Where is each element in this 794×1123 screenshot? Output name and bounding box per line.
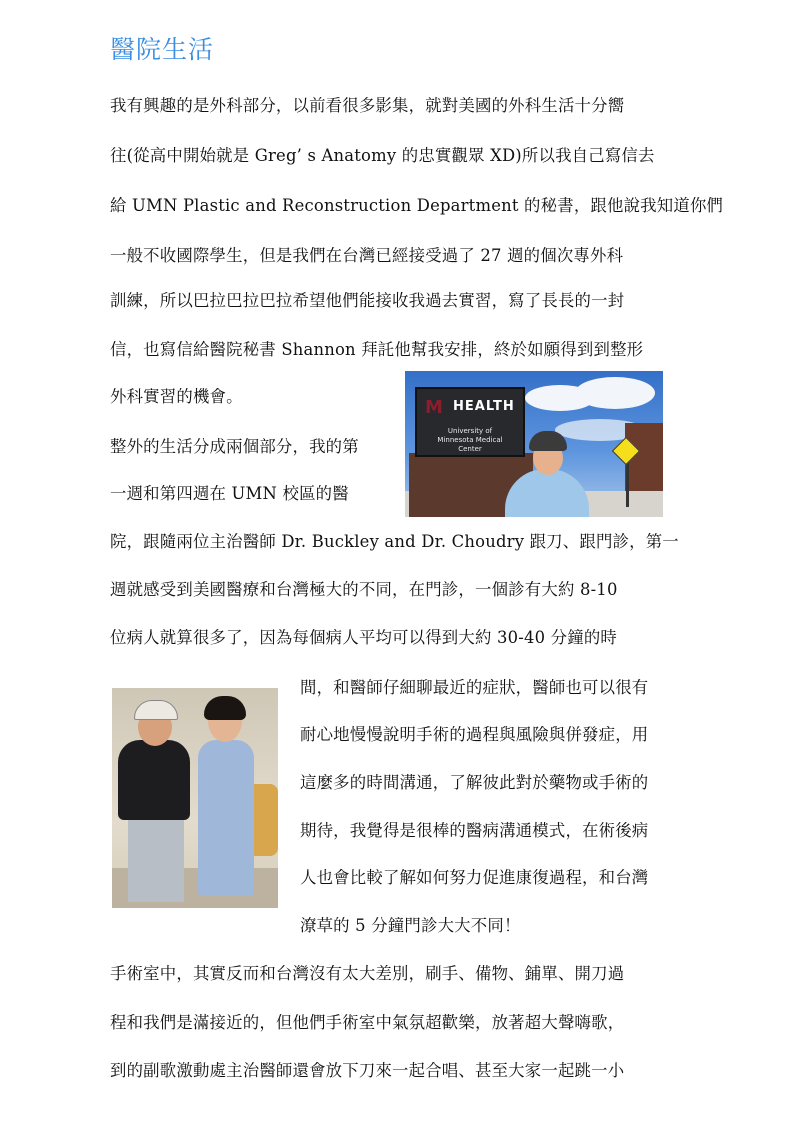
two-people-photo bbox=[112, 688, 278, 908]
paragraph-line: 往(從高中開始就是 Greg’ s Anatomy 的忠實觀眾 XD)所以我自己寫信去 bbox=[110, 146, 655, 165]
university-logo: M bbox=[425, 397, 443, 418]
paragraph-line: 一週和第四週在 UMN 校區的醫 bbox=[110, 484, 349, 503]
sign-subtitle: University of Minnesota Medical Center bbox=[437, 427, 503, 453]
paragraph-line: 耐心地慢慢說明手術的過程與風險與併發症，用 bbox=[300, 725, 649, 744]
paragraph-line: 整外的生活分成兩個部分，我的第 bbox=[110, 437, 359, 456]
paragraph-line: 給 UMN Plastic and Reconstruction Department 的秘書，跟他說我知道你們 bbox=[110, 196, 724, 215]
sign-heading: HEALTH bbox=[453, 399, 515, 414]
paragraph-line: 這麼多的時間溝通，了解彼此對於藥物或手術的 bbox=[300, 773, 649, 792]
paragraph-line: 外科實習的機會。 bbox=[110, 387, 243, 406]
person-hat bbox=[529, 431, 567, 451]
cloud bbox=[575, 377, 655, 409]
hospital-sign-photo bbox=[405, 371, 663, 517]
paragraph-line: 程和我們是滿接近的，但他們手術室中氣氛超歡樂，放著超大聲嗨歌， bbox=[110, 1013, 625, 1032]
paragraph-line: 間，和醫師仔細聊最近的症狀，醫師也可以很有 bbox=[300, 678, 649, 697]
hospital-sign bbox=[415, 387, 525, 457]
person-cap bbox=[134, 700, 178, 720]
person-scrubs bbox=[198, 740, 254, 896]
page-title: 醫院生活 bbox=[110, 35, 215, 64]
paragraph-line: 人也會比較了解如何努力促進康復過程，和台灣 bbox=[300, 868, 649, 887]
paragraph-line: 院，跟隨兩位主治醫師 Dr. Buckley and Dr. Choudry 跟刀、跟門診，第一 bbox=[110, 532, 679, 551]
paragraph-line: 週就感受到美國醫療和台灣極大的不同，在門診，一個診有大約 8-10 bbox=[110, 580, 618, 599]
paragraph-line: 信，也寫信給醫院秘書 Shannon 拜託他幫我安排，終於如願得到到整形 bbox=[110, 340, 644, 359]
person-hair bbox=[204, 696, 246, 720]
paragraph-line: 手術室中，其實反而和台灣沒有太大差別，刷手、備物、鋪單、開刀過 bbox=[110, 964, 625, 983]
person-hoodie bbox=[118, 740, 190, 820]
paragraph-line: 潦草的 5 分鐘門診大大不同！ bbox=[300, 916, 521, 935]
paragraph-line: 期待，我覺得是很棒的醫病溝通模式，在術後病 bbox=[300, 821, 649, 840]
paragraph-line: 到的副歌激動處主治醫師還會放下刀來一起合唱、甚至大家一起跳一小 bbox=[110, 1061, 625, 1080]
person-pants bbox=[128, 816, 184, 902]
paragraph-line: 我有興趣的是外科部分，以前看很多影集，就對美國的外科生活十分嚮 bbox=[110, 96, 625, 115]
paragraph-line: 位病人就算很多了，因為每個病人平均可以得到大約 30-40 分鐘的時 bbox=[110, 628, 618, 647]
paragraph-line: 一般不收國際學生，但是我們在台灣已經接受過了 27 週的個次專外科 bbox=[110, 246, 624, 265]
paragraph-line: 訓練，所以巴拉巴拉巴拉希望他們能接收我過去實習，寫了長長的一封 bbox=[110, 291, 625, 310]
